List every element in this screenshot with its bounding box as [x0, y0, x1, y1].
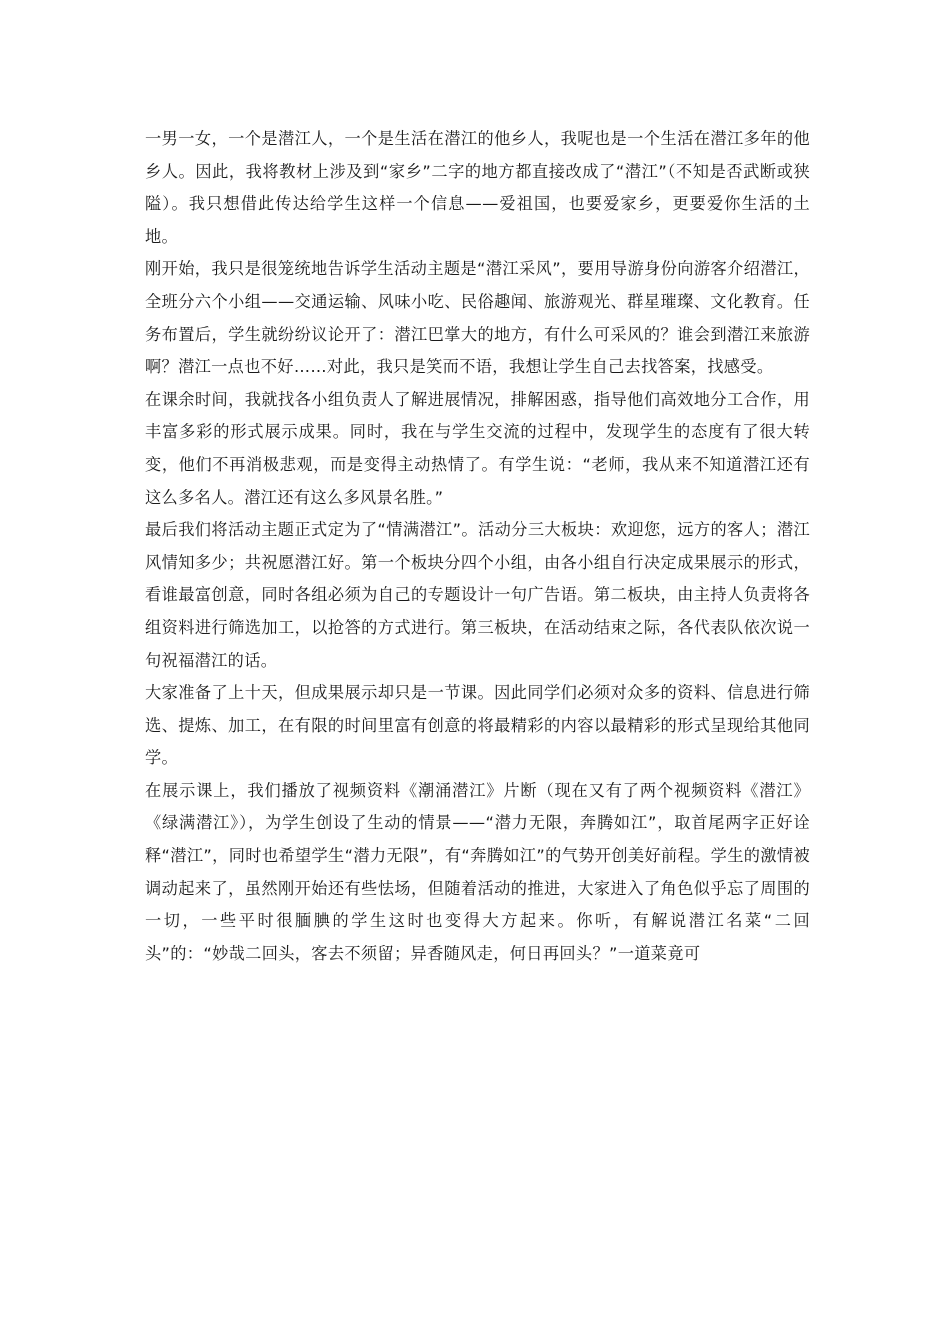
paragraph-6: 在展示课上，我们播放了视频资料《潮涌潜江》片断（现在又有了两个视频资料《潜江》《绿满潜江》），为学生创设了生动的情景——“潜力无限，奔腾如江”，取首尾两字正好诠释“潜江”，同时也希望学生“潜力无限”，有“奔腾如江”的气势开创美好前程。学生的激情被调动起来了，虽然刚开始还有些怯场，但随着活动的推进，大家进入了角色似乎忘了周围的一切，一些平时很腼腆的学生这时也变得大方起来。你听，有解说潜江名菜“二回头”的：“妙哉二回头，客去不须留；异香随风走，何日再回头？”一道菜竟可 [145, 780, 810, 963]
paragraph-2: 刚开始，我只是很笼统地告诉学生活动主题是“潜江采风”，要用导游身份向游客介绍潜江，全班分六个小组——交通运输、风味小吃、民俗趣闻、旅游观光、群星璀璨、文化教育。任务布置后，学生就纷纷议论开了：潜江巴掌大的地方，有什么可采风的？谁会到潜江来旅游啊？潜江一点也不好……对此，我只是笑而不语，我想让学生自己去找答案，找感受。 [145, 259, 810, 377]
paragraph-1: 一男一女，一个是潜江人，一个是生活在潜江的他乡人，我呢也是一个生活在潜江多年的他乡人。因此，我将教材上涉及到“家乡”二字的地方都直接改成了“潜江”（不知是否武断或狭隘）。我只想借此传达给学生这样一个信息——爱祖国，也要爱家乡，更要爱你生活的土地。 [145, 129, 810, 246]
document-page [145, 123, 810, 970]
paragraph-5: 大家准备了上十天，但成果展示却只是一节课。因此同学们必须对众多的资料、信息进行筛选、提炼、加工，在有限的时间里富有创意的将最精彩的内容以最精彩的形式呈现给其他同学。 [145, 683, 810, 768]
paragraph-4: 最后我们将活动主题正式定为了“情满潜江”。活动分三大板块：欢迎您，远方的客人；潜江风情知多少；共祝愿潜江好。第一个板块分四个小组，由各小组自行决定成果展示的形式，看谁最富创意，同时各组必须为自己的专题设计一句广告语。第二板块，由主持人负责将各组资料进行筛选加工，以抢答的方式进行。第三板块，在活动结束之际，各代表队依次说一句祝福潜江的话。 [145, 520, 810, 670]
paragraph-3: 在课余时间，我就找各小组负责人了解进展情况，排解困惑，指导他们高效地分工合作，用丰富多彩的形式展示成果。同时，我在与学生交流的过程中，发现学生的态度有了很大转变，他们不再消极悲观，而是变得主动热情了。有学生说：“老师，我从来不知道潜江还有这么多名人。潜江还有这么多风景名胜。” [145, 389, 810, 507]
